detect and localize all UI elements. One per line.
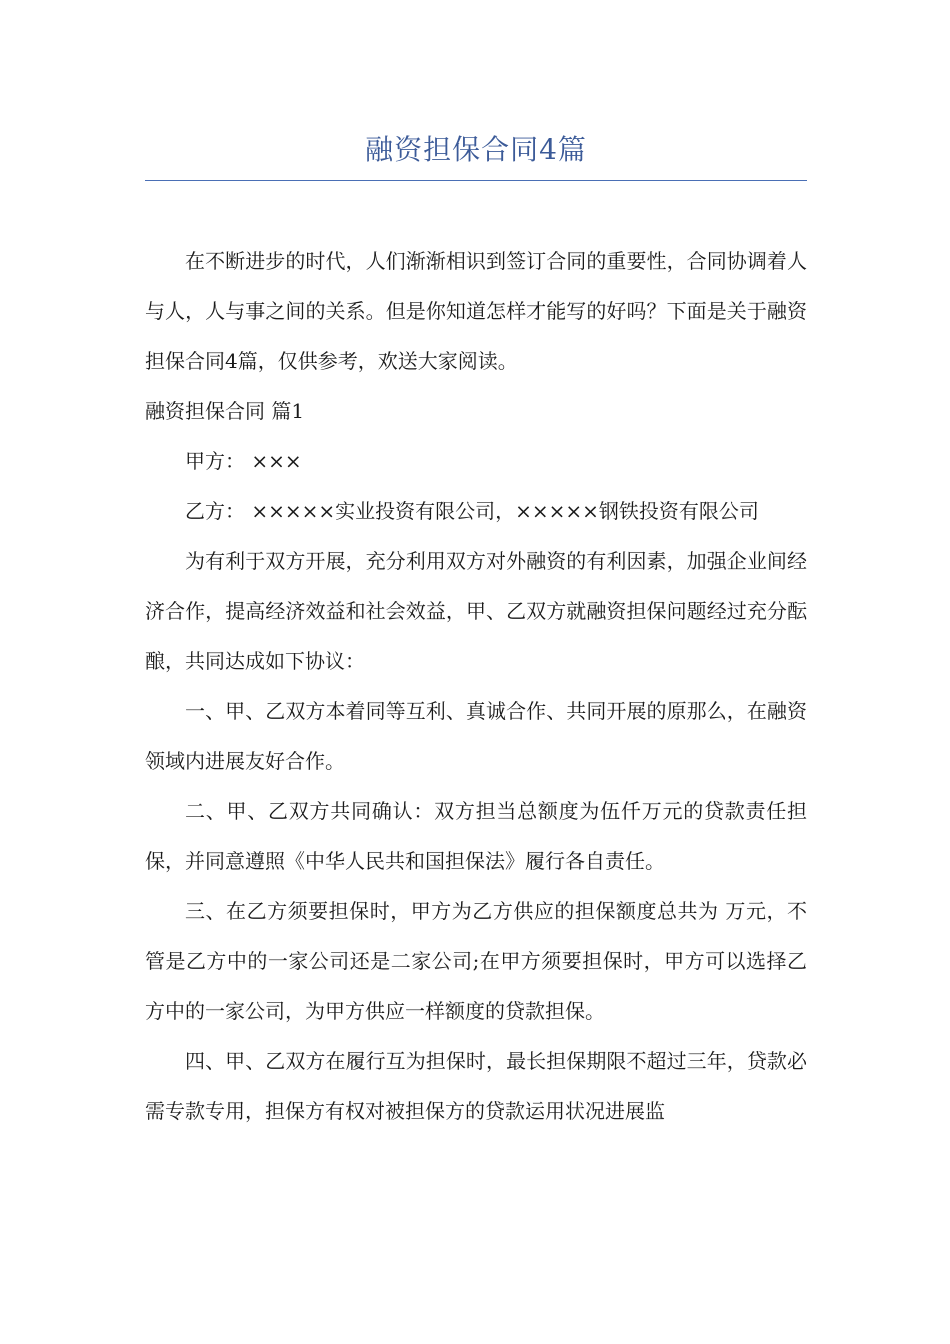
clause-4: 四、甲、乙双方在履行互为担保时，最长担保期限不超过三年，贷款必需专款专用，担保方有权对被担保方的贷款运用状况进展监 xyxy=(145,1049,807,1123)
party-a-line: 甲方： ××× xyxy=(185,449,302,473)
title-divider xyxy=(145,180,807,181)
party-b-line: 乙方： ×××××实业投资有限公司，×××××钢铁投资有限公司 xyxy=(185,499,759,523)
section-heading: 融资担保合同 篇1 xyxy=(145,399,305,423)
clause-3: 三、在乙方须要担保时，甲方为乙方供应的担保额度总共为 万元，不管是乙方中的一家公司还是二家公司;在甲方须要担保时，甲方可以选择乙方中的一家公司，为甲方供应一样额度的贷款担保。 xyxy=(145,899,807,1023)
preamble-paragraph: 为有利于双方开展，充分利用双方对外融资的有利因素，加强企业间经济合作，提高经济效益和社会效益，甲、乙双方就融资担保问题经过充分酝酿，共同达成如下协议： xyxy=(145,549,807,673)
clause-1: 一、甲、乙双方本着同等互利、真诚合作、共同开展的原那么，在融资领域内进展友好合作。 xyxy=(145,699,807,773)
clause-2: 二、甲、乙双方共同确认：双方担当总额度为伍仟万元的贷款责任担保，并同意遵照《中华人民共和国担保法》履行各自责任。 xyxy=(145,799,807,873)
intro-paragraph: 在不断进步的时代，人们渐渐相识到签订合同的重要性，合同协调着人与人，人与事之间的关系。但是你知道怎样才能写的好吗？下面是关于融资担保合同4篇，仅供参考，欢送大家阅读。 xyxy=(145,249,807,373)
document-body xyxy=(145,236,807,1136)
document-title: 融资担保合同4篇 xyxy=(365,133,587,166)
